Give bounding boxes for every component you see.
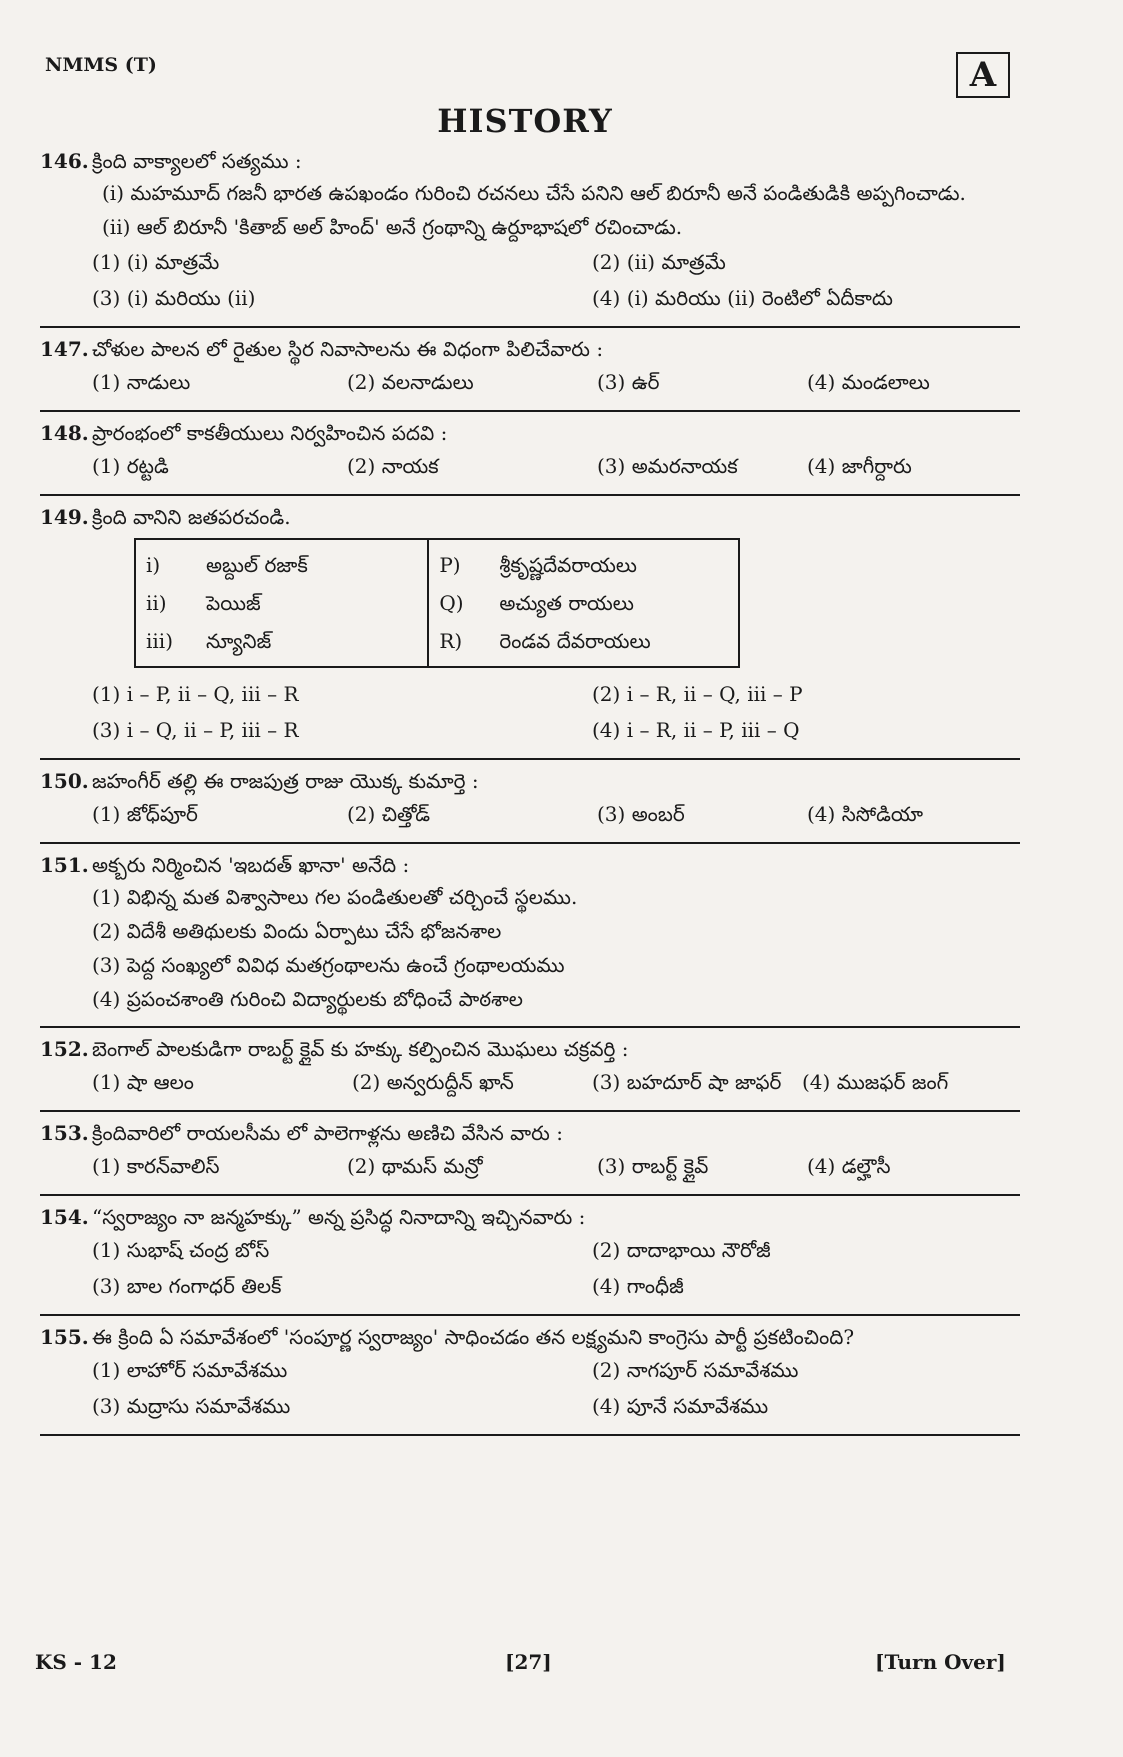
question-147 (40, 328, 1020, 412)
option-2[interactable]: (2) చిత్తోడ్ (347, 802, 431, 826)
question-number: 155. (40, 1325, 89, 1349)
option-2[interactable]: (2) అన్వరుద్దీన్ ఖాన్ (352, 1070, 514, 1094)
option-3[interactable]: (3) పెద్ద సంఖ్యలో వివిధ మతగ్రంథాలను ఉంచే గ్రంథాలయము (92, 953, 565, 977)
exam-code: NMMS (T) (45, 54, 157, 76)
match-value: రెండవ దేవరాయలు (499, 629, 651, 653)
option-1[interactable]: (1) షా ఆలం (92, 1070, 194, 1094)
question-146 (40, 140, 1020, 328)
option-4[interactable]: (4) గాంధీజీ (592, 1274, 684, 1298)
question-151 (40, 844, 1020, 1028)
option-4[interactable]: (4) సిసోడియా (807, 802, 924, 826)
option-2[interactable]: (2) దాదాభాయి నౌరోజీ (592, 1238, 771, 1262)
option-1[interactable]: (1) (i) మాత్రమే (92, 250, 220, 274)
question-stem: క్రిందివారిలో రాయలసీమ లో పాలెగాళ్లను అణిచి వేసిన వారు : (92, 1121, 563, 1145)
question-number: 149. (40, 505, 89, 529)
option-1[interactable]: (1) నాడులు (92, 370, 191, 394)
option-1[interactable]: (1) రట్టడి (92, 454, 169, 478)
question-155 (40, 1316, 1020, 1436)
question-number: 151. (40, 853, 89, 877)
match-table (134, 538, 740, 668)
option-2[interactable]: (2) వలనాడులు (347, 370, 474, 394)
question-stem: అక్బరు నిర్మించిన 'ఇబదత్ ఖానా' అనేది : (92, 853, 410, 877)
option-4[interactable]: (4) ప్రపంచశాంతి గురించి విద్యార్థులకు బోధించే పాఠశాల (92, 987, 523, 1011)
option-2[interactable]: (2) నాగపూర్ సమావేశము (592, 1358, 799, 1382)
question-stem: చోళుల పాలన లో రైతుల స్థిర నివాసాలను ఈ విధంగా పిలిచేవారు : (92, 337, 604, 361)
match-row (439, 622, 728, 660)
option-3[interactable]: (3) బాల గంగాధర్ తిలక్ (92, 1274, 282, 1298)
match-row (146, 622, 417, 660)
option-4[interactable]: (4) డల్హౌసీ (807, 1154, 891, 1178)
turn-over-note: [Turn Over] (875, 1650, 1006, 1674)
question-number: 153. (40, 1121, 89, 1145)
question-number: 150. (40, 769, 89, 793)
page-number: [27] (505, 1650, 552, 1674)
question-150 (40, 760, 1020, 844)
statement: (ii) ఆల్ బిరూనీ 'కితాబ్ అల్ హింద్' అనే గ్రంథాన్ని ఉర్దూభాషలో రచించాడు. (102, 215, 683, 239)
option-4[interactable]: (4) జాగీర్దారు (807, 454, 912, 478)
match-row (439, 584, 728, 622)
match-key: P) (439, 553, 461, 577)
match-left-column (136, 540, 427, 666)
match-key: Q) (439, 591, 464, 615)
match-row (146, 584, 417, 622)
statement: (i) మహమూద్ గజనీ భారత ఉపఖండం గురించి రచనలు చేసే పనిని ఆల్ బిరూనీ అనే పండితుడికి అప్పగించాడు. (102, 181, 966, 205)
match-key: iii) (146, 629, 173, 653)
question-148 (40, 412, 1020, 496)
question-number: 154. (40, 1205, 89, 1229)
match-value: అబ్దుల్ రజాక్ (206, 553, 308, 577)
option-3[interactable]: (3) i – Q, ii – P, iii – R (92, 718, 299, 742)
question-stem: బెంగాల్ పాలకుడిగా రాబర్ట్ క్లైవ్ కు హక్కు కల్పించిన మొఘలు చక్రవర్తి : (92, 1037, 629, 1061)
option-1[interactable]: (1) లాహోర్ సమావేశము (92, 1358, 288, 1382)
option-1[interactable]: (1) సుభాష్ చంద్ర బోస్ (92, 1238, 270, 1262)
match-right-column (427, 540, 738, 666)
match-key: ii) (146, 591, 167, 615)
option-2[interactable]: (2) నాయక (347, 454, 439, 478)
option-4[interactable]: (4) (i) మరియు (ii) రెంటిలో ఏదీకాదు (592, 286, 893, 310)
option-3[interactable]: (3) అమరనాయక (597, 454, 738, 478)
option-1[interactable]: (1) జోధ్‌పూర్ (92, 802, 198, 826)
question-number: 152. (40, 1037, 89, 1061)
option-3[interactable]: (3) ఉర్ (597, 370, 660, 394)
match-value: పెయిజ్ (206, 591, 261, 615)
match-value: న్యూనిజ్ (206, 629, 272, 653)
question-152 (40, 1028, 1020, 1112)
match-value: శ్రీకృష్ణదేవరాయలు (499, 553, 637, 577)
option-3[interactable]: (3) అంబర్ (597, 802, 685, 826)
option-3[interactable]: (3) రాబర్ట్ క్లైవ్ (597, 1154, 709, 1178)
option-2[interactable]: (2) i – R, ii – Q, iii – P (592, 682, 803, 706)
option-3[interactable]: (3) (i) మరియు (ii) (92, 286, 256, 310)
question-154 (40, 1196, 1020, 1316)
match-key: R) (439, 629, 463, 653)
question-stem: ఈ క్రింది ఏ సమావేశంలో 'సంపూర్ణ స్వరాజ్యం' సాధించడం తన లక్ష్యమని కాంగ్రెసు పార్టీ ప్రకటించింది? (92, 1325, 855, 1349)
option-2[interactable]: (2) (ii) మాత్రమే (592, 250, 726, 274)
question-149 (40, 496, 1020, 760)
option-1[interactable]: (1) i – P, ii – Q, iii – R (92, 682, 299, 706)
booklet-code: KS - 12 (35, 1650, 117, 1674)
option-4[interactable]: (4) మండలాలు (807, 370, 930, 394)
question-list (40, 140, 1020, 1436)
question-stem: క్రింది వానిని జతపరచండి. (92, 505, 291, 529)
question-stem: క్రింది వాక్యాలలో సత్యము : (92, 149, 302, 173)
match-value: అచ్యుత రాయలు (499, 591, 634, 615)
question-stem: జహంగీర్ తల్లి ఈ రాజపుత్ర రాజు యొక్క కుమార్తె : (92, 769, 479, 793)
option-3[interactable]: (3) బహదూర్ షా జాఫర్ (592, 1070, 782, 1094)
match-key: i) (146, 553, 161, 577)
option-1[interactable]: (1) విభిన్న మత విశ్వాసాలు గల పండితులతో చర్చించే స్థలము. (92, 885, 578, 909)
question-number: 147. (40, 337, 89, 361)
set-label-box: A (956, 52, 1010, 98)
option-4[interactable]: (4) పూనే సమావేశము (592, 1394, 769, 1418)
option-2[interactable]: (2) థామస్ మన్రో (347, 1154, 483, 1178)
option-4[interactable]: (4) i – R, ii – P, iii – Q (592, 718, 800, 742)
question-153 (40, 1112, 1020, 1196)
question-stem: “స్వరాజ్యం నా జన్మహక్కు” అన్న ప్రసిద్ధ నినాదాన్ని ఇచ్చినవారు : (92, 1205, 586, 1229)
question-number: 148. (40, 421, 89, 445)
option-2[interactable]: (2) విదేశీ అతిథులకు విందు ఏర్పాటు చేసే భోజనశాల (92, 919, 502, 943)
question-stem: ప్రారంభంలో కాకతీయులు నిర్వహించిన పదవి : (92, 421, 448, 445)
match-row (439, 546, 728, 584)
match-row (146, 546, 417, 584)
option-3[interactable]: (3) మద్రాసు సమావేశము (92, 1394, 291, 1418)
question-number: 146. (40, 149, 89, 173)
page-title: HISTORY (437, 102, 613, 140)
option-4[interactable]: (4) ముజఫర్ జంగ్ (802, 1070, 949, 1094)
option-1[interactable]: (1) కారన్‌వాలిస్ (92, 1154, 220, 1178)
